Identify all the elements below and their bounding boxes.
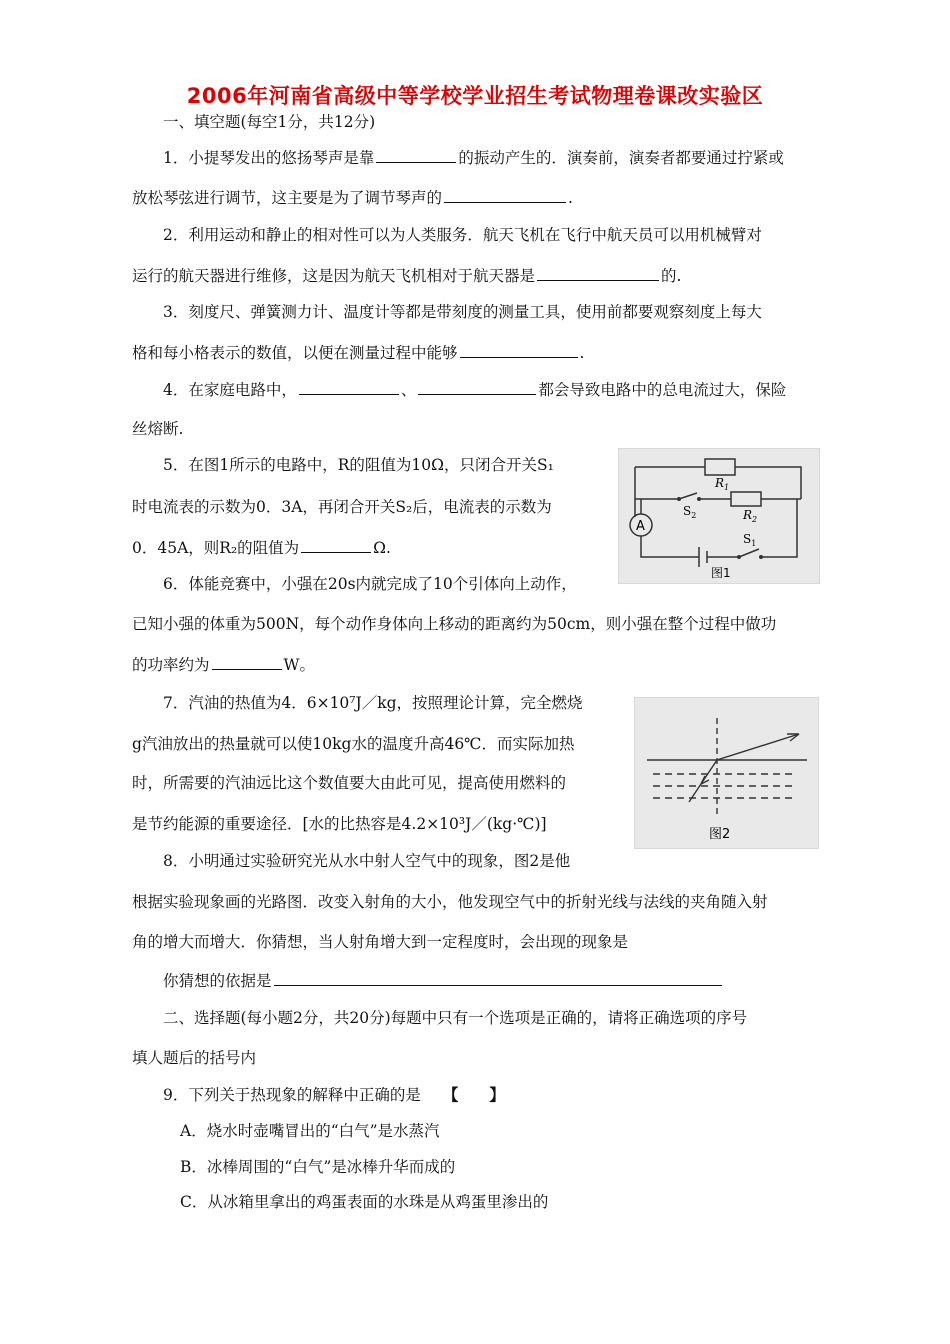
q1-answer-blank-2[interactable] (444, 185, 566, 203)
q6-answer-blank[interactable] (212, 652, 282, 670)
q4-text-a: 4．在家庭电路中， (163, 381, 297, 399)
r2-label: $R_2$ (743, 508, 758, 524)
q4-answer-blank-1[interactable] (299, 377, 399, 395)
question-5-line-2: 时电流表的示数为0．3A，再闭合开关S₂后，电流表的示数为 (132, 498, 552, 516)
q5-text-b: Ω. (373, 539, 391, 557)
q3-text-a: 格和每小格表示的数值，以便在测量过程中能够 (132, 344, 458, 362)
q1-answer-blank-1[interactable] (376, 145, 456, 163)
q4-answer-blank-2[interactable] (418, 377, 536, 395)
page-title: 2006年河南省高级中等学校学业招生考试物理卷课改实验区 (186, 84, 764, 108)
q6-text-a: 的功率约为 (132, 656, 210, 674)
q1-text-b: 的振动产生的．演奏前，演奏者都要通过拧紧或 (458, 149, 784, 167)
q2-answer-blank[interactable] (537, 263, 659, 281)
q5-text-a: 0．45A，则R₂的阻值为 (132, 539, 300, 557)
q3-answer-blank[interactable] (460, 340, 578, 358)
q2-text-a: 运行的航天器进行维修，这是因为航天飞机相对于航天器是 (132, 267, 536, 285)
question-3-line-2 (132, 340, 584, 363)
question-6-line-3 (132, 652, 315, 675)
s1-label: $S_1$ (743, 532, 757, 548)
q9-option-a[interactable]: A．烧水时壶嘴冒出的“白气”是水蒸汽 (180, 1122, 440, 1140)
q1-text-a: 1．小提琴发出的悠扬琴声是靠 (163, 149, 375, 167)
question-7-line-2: g汽油放出的热量就可以使10kg水的温度升高46℃．而实际加热 (132, 735, 575, 753)
figure-1-caption: 图1 (711, 566, 731, 580)
question-2-line-1: 2．利用运动和静止的相对性可以为人类服务．航天飞机在飞行中航天员可以用机械臂对 (163, 226, 762, 244)
question-8-line-2: 根据实验现象画的光路图．改变入射角的大小，他发现空气中的折射光线与法线的夹角随入射 (132, 893, 768, 911)
question-5-line-1: 5．在图1所示的电路中，R的阻值为10Ω，只闭合开关S₁ (163, 456, 554, 474)
section-heading-multiple-choice-line-1: 二、选择题(每小题2分，共20分)每题中只有一个选项是正确的，请将正确选项的序号 (163, 1009, 748, 1027)
q1-text-c: 放松琴弦进行调节，这主要是为了调节琴声的 (132, 189, 443, 207)
q8-answer-blank[interactable] (274, 968, 722, 986)
q6-text-b: W。 (283, 656, 315, 674)
q3-text-b: . (579, 344, 585, 362)
q5-answer-blank[interactable] (301, 535, 371, 553)
question-7-line-3: 时，所需要的汽油远比这个数值要大由此可见，提高使用燃料的 (132, 774, 567, 792)
q4-text-c: 都会导致电路中的总电流过大，保险 (538, 381, 787, 399)
q9-text: 9．下列关于热现象的解释中正确的是 (163, 1086, 421, 1104)
question-3-line-1: 3．刻度尺、弹簧测力计、温度计等都是带刻度的测量工具，使用前都要观察刻度上每大 (163, 303, 762, 321)
figure-1-circuit (618, 448, 820, 584)
question-4-line-1 (163, 377, 786, 400)
q1-text-d: . (568, 189, 573, 207)
question-2-line-2 (132, 263, 681, 286)
q9-answer-bracket[interactable]: 【 】 (442, 1085, 505, 1104)
question-4-line-2: 丝熔断. (132, 420, 184, 438)
question-9-stem (163, 1083, 505, 1105)
question-7-line-1: 7．汽油的热值为4．6×10⁷J／kg，按照理论计算，完全燃烧 (163, 694, 583, 712)
refraction-diagram (635, 698, 818, 848)
question-8-line-3: 角的增大而增大．你猜想，当人射角增大到一定程度时，会出现的现象是 (132, 933, 629, 951)
question-1-line-2 (132, 185, 573, 208)
section-heading-multiple-choice-line-2: 填人题后的括号内 (132, 1049, 257, 1067)
circuit-diagram (619, 449, 819, 583)
question-1-line-1 (163, 145, 784, 168)
figure-2-caption: 图2 (709, 827, 731, 842)
q8-text-a: 你猜想的依据是 (163, 972, 272, 990)
s2-label: $S_2$ (683, 504, 697, 520)
q4-text-b: 、 (400, 381, 417, 399)
figure-2-refraction (634, 697, 819, 849)
question-8-line-4 (163, 968, 724, 991)
ammeter-label: A (636, 519, 645, 534)
q9-option-c[interactable]: C．从冰箱里拿出的鸡蛋表面的水珠是从鸡蛋里渗出的 (180, 1193, 549, 1211)
q2-text-b: 的. (661, 267, 682, 285)
r1-label: $R_1$ (715, 476, 730, 492)
question-7-line-4: 是节约能源的重要途径．[水的比热容是4.2×10³J／(kg·℃)] (132, 815, 547, 833)
q9-option-b[interactable]: B．冰棒周围的“白气”是冰棒升华而成的 (180, 1158, 456, 1176)
question-6-line-1: 6．体能竞赛中，小强在20s内就完成了10个引体向上动作， (163, 575, 577, 593)
section-heading-fill-in: 一、填空题(每空1分，共12分) (163, 113, 376, 131)
question-5-line-3 (132, 535, 391, 558)
question-8-line-1: 8．小明通过实验研究光从水中射人空气中的现象，图2是他 (163, 852, 571, 870)
question-6-line-2: 已知小强的体重为500N，每个动作身体向上移动的距离约为50cm，则小强在整个过程中做功 (132, 615, 777, 633)
